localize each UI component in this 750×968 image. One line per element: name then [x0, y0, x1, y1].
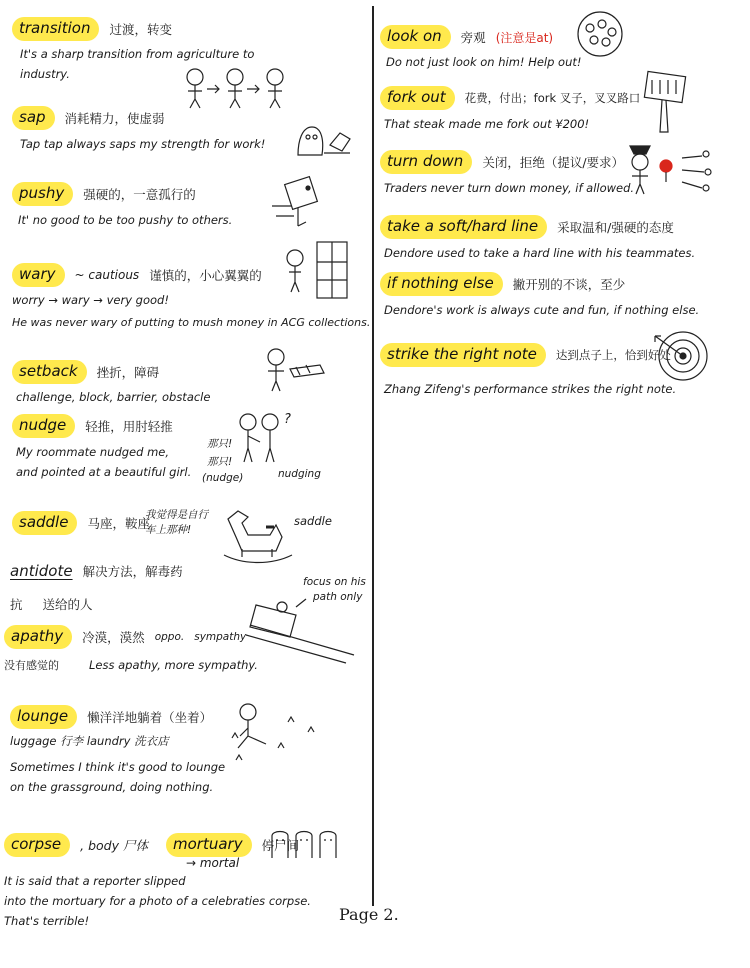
entry-pushy — [12, 182, 232, 230]
vocab-word: mortuary — [166, 833, 252, 857]
example-sentence: Traders never turn down money, if allowed. — [384, 181, 635, 195]
crowd-doodle — [568, 8, 632, 64]
example-sentence: Zhang Zifeng's performance strikes the right note. — [384, 382, 677, 396]
example-sentence: Tap tap always saps my strength for work! — [20, 137, 266, 151]
vocab-meaning: 挫折，障碍 — [96, 365, 160, 380]
vocab-meaning: 消耗精力，使虚弱 — [64, 111, 165, 126]
vocab-meaning: 采取温和/强硬的态度 — [557, 220, 674, 235]
nudge-aside: 那只! — [207, 456, 233, 468]
example-sentence: That's terrible! — [4, 914, 90, 928]
vocab-synonym: ~ cautious — [74, 268, 140, 282]
vocab-word: if nothing else — [380, 272, 503, 296]
vocab-word: saddle — [12, 511, 77, 535]
example-sentence: My roommate nudged me, — [16, 445, 170, 459]
nudge-aside: (nudge) — [202, 472, 244, 484]
cart-on-track-doodle — [246, 585, 356, 665]
saddle-aside: 我觉得是自行车上那种! — [145, 509, 208, 536]
vocab-opposite: sympathy — [194, 631, 247, 643]
apathy-label: focus on his — [303, 576, 366, 588]
example-sentence: worry → wary → very good! — [12, 293, 169, 307]
tired-figure-doodle — [290, 115, 352, 161]
entry-look-on — [380, 25, 582, 72]
vocab-word: pushy — [12, 182, 73, 206]
vocab-word: wary — [12, 263, 65, 287]
pushing-box-doodle — [268, 168, 330, 230]
nudging-figures-doodle — [236, 410, 286, 468]
example-sentence: luggage 行李 laundry 洗衣店 — [10, 734, 169, 748]
entry-strike-the-right-note — [380, 343, 676, 399]
nudge-aside: ? — [284, 412, 291, 427]
vocab-meaning: 马座，鞍座 — [87, 516, 150, 531]
vocab-meaning: 解决方法，解毒药 — [82, 564, 183, 579]
vocab-word: fork out — [380, 86, 455, 110]
entry-nudge — [12, 414, 191, 482]
vocab-meaning: 旁观 — [460, 30, 486, 45]
opposite-marker: oppo. — [154, 631, 185, 643]
trader-doodle — [626, 140, 716, 198]
example-sentence: That steak made me fork out ¥200! — [384, 117, 590, 131]
example-sentence: Sometimes I think it's good to lounge — [10, 760, 226, 774]
word-part-meaning: 抗 — [10, 597, 23, 612]
example-sentence: He was never wary of putting to mush money in ACG collections. — [12, 316, 371, 329]
vocab-word: setback — [12, 360, 87, 384]
obstacle-doodle — [262, 345, 332, 395]
vocab-meaning: 强硬的，一意孤行的 — [83, 187, 196, 202]
vocab-word: strike the right note — [380, 343, 546, 367]
nudge-aside: nudging — [278, 468, 321, 480]
vocab-meaning: 关闭，拒绝（提议/要求） — [482, 155, 625, 170]
entry-fork-out — [380, 86, 640, 134]
saddle-label: saddle — [294, 514, 332, 528]
vocab-meaning: 轻推，用肘轻推 — [85, 419, 173, 434]
example-sentence: into the mortuary for a photo of a celebraties corpse. — [4, 894, 311, 908]
vocab-word: transition — [12, 17, 99, 41]
example-sentence: and pointed at a beautiful girl. — [16, 465, 192, 479]
word-part: anti — [10, 562, 39, 580]
example-sentence: Less apathy, more sympathy. — [89, 658, 258, 672]
example-sentence: industry. — [20, 67, 70, 81]
vocab-word: turn down — [380, 150, 472, 174]
column-divider — [372, 6, 374, 906]
lounging-figure-doodle — [228, 702, 328, 766]
entry-take-a-line — [380, 215, 695, 263]
vocab-meaning: 停尸间 — [261, 838, 300, 853]
mortuary-root: → mortal — [186, 856, 240, 870]
vocab-word: take a soft/hard line — [380, 215, 547, 239]
transition-stick-figures-doodle — [180, 65, 290, 111]
word-part-meaning: 送给的人 — [42, 597, 93, 612]
word-part: dote — [38, 562, 73, 580]
example-sentence: challenge, block, barrier, obstacle — [16, 390, 211, 404]
target-doodle — [653, 328, 715, 386]
ghosts-doodle — [268, 826, 344, 862]
example-sentence: Dendore used to take a hard line with his teammates. — [384, 246, 696, 260]
example-sentence: It's a sharp transition from agriculture to — [20, 47, 255, 61]
cabinet-doodle — [285, 238, 355, 308]
entry-sap — [12, 106, 265, 154]
example-sentence: Dendore's work is always cute and fun, if nothing else. — [384, 303, 700, 317]
example-sentence: It' no good to be too pushy to others. — [18, 213, 233, 227]
vocab-meaning: , body 尸体 — [80, 838, 148, 853]
vocab-note: (注意是at) — [495, 30, 554, 45]
example-sentence: Do not just look on him! Help out! — [386, 55, 582, 69]
vocab-meaning: 过渡，转变 — [109, 22, 172, 37]
example-sentence: It is said that a reporter slipped — [4, 874, 186, 888]
page-number: Page 2. — [339, 905, 399, 924]
vocab-word: apathy — [4, 625, 72, 649]
nudge-aside: 那只! — [207, 438, 233, 450]
entry-setback — [12, 360, 210, 407]
entry-if-nothing-else — [380, 272, 699, 320]
entry-antidote — [10, 562, 183, 613]
vocab-word — [10, 562, 73, 580]
vocab-word: sap — [12, 106, 55, 130]
vocab-word: corpse — [4, 833, 70, 857]
apathy-label: path only — [313, 591, 363, 603]
entry-saddle — [12, 511, 150, 535]
entry-corpse — [4, 833, 311, 931]
example-sentence: on the grassground, doing nothing. — [10, 780, 214, 794]
vocab-word: look on — [380, 25, 451, 49]
fork-doodle — [640, 70, 692, 136]
vocab-meaning: 冷漠，漠然 — [82, 630, 145, 645]
apathy-note: 没有感觉的 — [4, 659, 59, 672]
vocab-meaning: 花费，付出；fork 叉子，叉叉路口 — [464, 91, 641, 105]
entry-apathy — [4, 625, 258, 675]
vocab-word: nudge — [12, 414, 75, 438]
vocab-meaning: 懒洋洋地躺着（坐着） — [87, 710, 213, 725]
rocking-horse-doodle — [222, 505, 294, 565]
vocab-meaning: 谨慎的，小心翼翼的 — [149, 268, 262, 283]
entry-turn-down — [380, 150, 634, 198]
vocab-meaning: 达到点子上，恰到好处 — [555, 348, 671, 362]
vocab-meaning: 撇开别的不谈，至少 — [512, 277, 626, 292]
entry-lounge — [10, 705, 225, 797]
vocab-word: lounge — [10, 705, 77, 729]
